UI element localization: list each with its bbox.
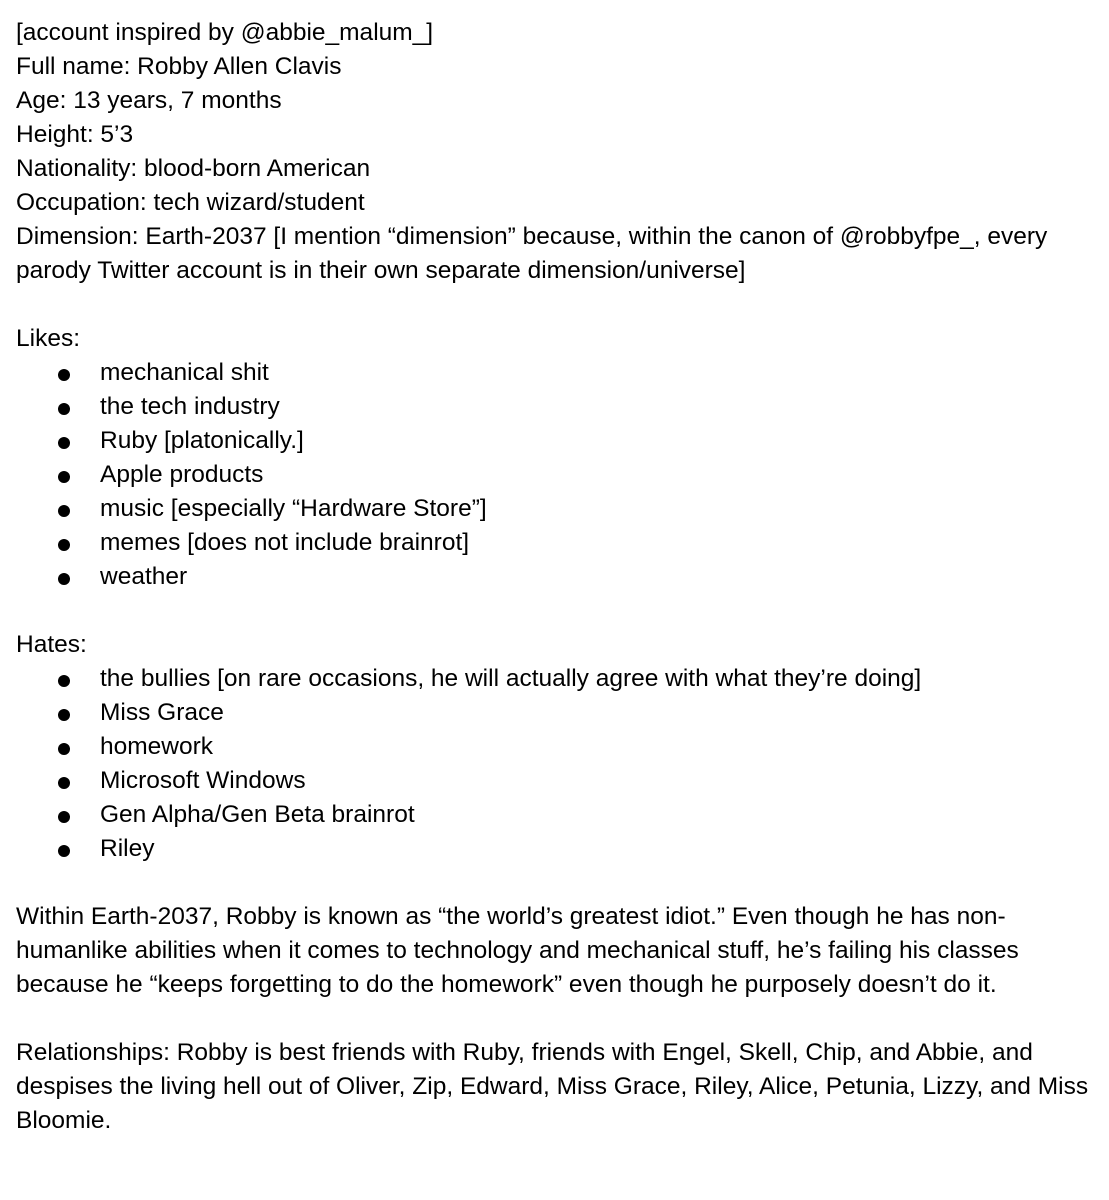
list-item: [16, 764, 1101, 798]
full-name-line: Full name: Robby Allen Clavis: [16, 53, 342, 80]
list-item-text: Miss Grace: [100, 699, 224, 726]
list-item: [16, 526, 1101, 560]
relationships-paragraph: Relationships: Robby is best friends with Ruby, friends with Engel, Skell, Chip, and Abbie, and despises the living hell out of Oliver, Zip, Edward, Miss Grace, Riley, Alice, Petunia, Lizzy, and Miss Bloomie.: [16, 1039, 1089, 1134]
bullet-icon: [58, 709, 70, 721]
list-item: [16, 798, 1101, 832]
list-item: [16, 424, 1101, 458]
spacer: [16, 288, 1101, 322]
bullet-icon: [58, 437, 70, 449]
bullet-icon: [58, 369, 70, 381]
spacer: [16, 1002, 1101, 1036]
bullet-icon: [58, 403, 70, 415]
hates-heading: Hates:: [16, 631, 87, 658]
spacer: [16, 594, 1101, 628]
list-item-text: memes [does not include brainrot]: [100, 529, 470, 556]
list-item-text: the tech industry: [100, 393, 280, 420]
list-item: [16, 696, 1101, 730]
list-item-text: the bullies [on rare occasions, he will actually agree with what they’re doing]: [100, 665, 922, 692]
bullet-icon: [58, 471, 70, 483]
list-item: [16, 492, 1101, 526]
list-item-text: music [especially “Hardware Store”]: [100, 495, 487, 522]
bullet-icon: [58, 675, 70, 687]
list-item: [16, 730, 1101, 764]
list-item-text: homework: [100, 733, 214, 760]
spacer: [16, 866, 1101, 900]
dimension-paragraph: Dimension: Earth-2037 [I mention “dimension” because, within the canon of @robbyfpe_, every parody Twitter account is in their own separate dimension/universe]: [16, 223, 1048, 284]
bullet-icon: [58, 505, 70, 517]
list-item-text: Riley: [100, 835, 155, 862]
description-paragraph: Within Earth-2037, Robby is known as “the world’s greatest idiot.” Even though he has non-humanlike abilities when it comes to technology and mechanical stuff, he’s failing his classes because he “keeps forgetting to do the homework” even though he purposely doesn’t do it.: [16, 903, 1019, 998]
occupation-line: Occupation: tech wizard/student: [16, 189, 365, 216]
inspired-line: [account inspired by @abbie_malum_]: [16, 19, 434, 46]
list-item-text: weather: [100, 563, 188, 590]
height-line: Height: 5’3: [16, 121, 134, 148]
list-item-text: Ruby [platonically.]: [100, 427, 304, 454]
bullet-icon: [58, 777, 70, 789]
hates-list: [16, 662, 1101, 866]
list-item: [16, 560, 1101, 594]
bullet-icon: [58, 845, 70, 857]
nationality-line: Nationality: blood-born American: [16, 155, 371, 182]
list-item: [16, 662, 1101, 696]
list-item-text: Apple products: [100, 461, 264, 488]
bullet-icon: [58, 539, 70, 551]
list-item: [16, 458, 1101, 492]
list-item-text: Microsoft Windows: [100, 767, 306, 794]
likes-heading: Likes:: [16, 325, 81, 352]
age-line: Age: 13 years, 7 months: [16, 87, 282, 114]
list-item-text: mechanical shit: [100, 359, 269, 386]
bullet-icon: [58, 573, 70, 585]
document-body: [16, 16, 1101, 1138]
list-item: [16, 356, 1101, 390]
list-item: [16, 832, 1101, 866]
list-item: [16, 390, 1101, 424]
bullet-icon: [58, 811, 70, 823]
likes-list: [16, 356, 1101, 594]
list-item-text: Gen Alpha/Gen Beta brainrot: [100, 801, 415, 828]
bullet-icon: [58, 743, 70, 755]
